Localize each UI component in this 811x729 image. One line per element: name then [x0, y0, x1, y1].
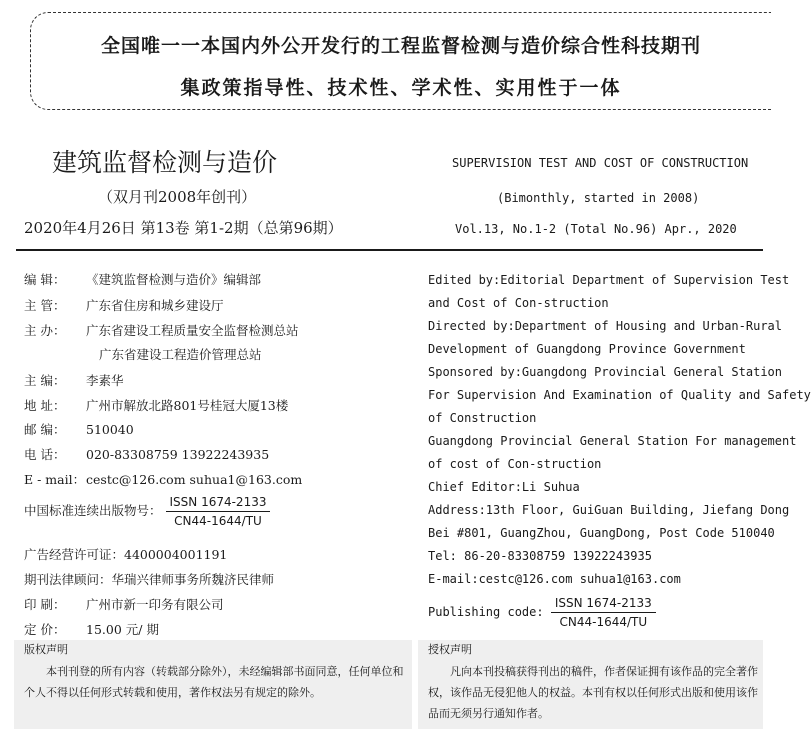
publication-info-en: [428, 270, 811, 640]
issn-cn-block-en: ISSN 1674-2133 CN44-1644/TU: [551, 596, 656, 629]
en-line: of cost of Con-struction: [428, 457, 602, 471]
issue-info-zh: 2020年4月26日 第13卷 第1-2期（总第96期）: [24, 219, 343, 237]
en-line: Sponsored by:Guangdong Provincial General Station: [428, 365, 783, 379]
publishing-code-row: Publishing code: ISSN 1674-2133 CN44-1644/TU: [428, 596, 656, 629]
issue-info-en: Vol.13, No.1-2 (Total No.96) Apr., 2020: [455, 222, 737, 236]
en-line: For Supervision And Examination of Quality and Safety: [428, 388, 811, 402]
en-line: Address:13th Floor, GuiGuan Building, Jiefang Dong: [428, 503, 790, 517]
slogan-banner: [30, 12, 771, 110]
legal-advisor-row: 期刊法律顾问：华瑞兴律师事务所魏济民律师: [24, 572, 275, 587]
en-line: E-mail:cestc@126.com suhua1@163.com: [428, 572, 681, 586]
en-line: Chief Editor:Li Suhua: [428, 480, 580, 494]
supervisor-row: 主 管： 广东省住房和城乡建设厅: [24, 298, 224, 313]
email-row: E - mail：cestc@126.com suhua1@163.com: [24, 472, 303, 487]
authorization-notice-title: 授权声明: [428, 643, 472, 656]
phone-row: 电 话： 020-83308759 13922243935: [24, 447, 270, 462]
copyright-notice: [14, 640, 412, 729]
sponsor-row-2: 广东省建设工程造价管理总站: [99, 347, 262, 362]
journal-title-zh: 建筑监督检测与造价: [52, 148, 278, 177]
chief-editor-row: 主 编： 李素华: [24, 373, 124, 388]
en-line: Edited by:Editorial Department of Supervision Test: [428, 273, 790, 287]
slogan-line-1: 全国唯一一本国内外公开发行的工程监督检测与造价综合性科技期刊: [100, 35, 701, 57]
slogan-line-2: 集政策指导性、技术性、学术性、实用性于一体: [180, 77, 622, 99]
journal-subtitle-en: (Bimonthly, started in 2008): [497, 191, 700, 205]
authorization-notice: [418, 640, 763, 729]
printer-row: 印 刷： 广州市新一印务有限公司: [24, 597, 224, 612]
journal-title-en: SUPERVISION TEST AND COST OF CONSTRUCTION: [452, 156, 749, 170]
masthead-divider: [16, 249, 763, 251]
journal-subtitle-zh: （双月刊2008年创刊）: [98, 188, 257, 206]
issn-cn-block: ISSN 1674-2133 CN44-1644/TU: [166, 495, 271, 528]
en-line: Bei #801, GuangZhou, GuangDong, Post Code 510040: [428, 526, 775, 540]
address-row: 地 址： 广州市解放北路801号桂冠大厦13楼: [24, 398, 289, 413]
sponsor-row: 主 办： 广东省建设工程质量安全监督检测总站: [24, 323, 299, 338]
postcode-row: 邮 编： 510040: [24, 422, 134, 437]
authorization-notice-body: 凡向本刊投稿获得刊出的稿件，作者保证拥有该作品的完全著作 权，该作品无侵犯他人的权益。本刊有权以任何形式出版和使用该作 品而无须另行通知作者。: [428, 665, 758, 720]
editor-row: 编 辑： 《建筑监督检测与造价》编辑部: [24, 272, 262, 287]
en-line: Development of Guangdong Province Government: [428, 342, 746, 356]
en-line: Guangdong Provincial General Station For management: [428, 434, 797, 448]
en-line: Directed by:Department of Housing and Urban-Rural: [428, 319, 783, 333]
copyright-notice-title: 版权声明: [24, 643, 68, 656]
en-line: and Cost of Con-struction: [428, 296, 609, 310]
en-line: of Construction: [428, 411, 537, 425]
en-line: Tel: 86-20-83308759 13922243935: [428, 549, 652, 563]
price-row: 定 价： 15.00 元/ 期: [24, 622, 159, 637]
serial-number-row: 中国标准连续出版物号： ISSN 1674-2133 CN44-1644/TU: [24, 495, 270, 528]
copyright-notice-body: 本刊刊登的所有内容（转载部分除外），未经编辑部书面同意，任何单位和个人不得以任何形式转载和使用，著作权法另有规定的除外。: [24, 665, 404, 699]
ad-license-row: 广告经营许可证：4400004001191: [24, 547, 228, 562]
